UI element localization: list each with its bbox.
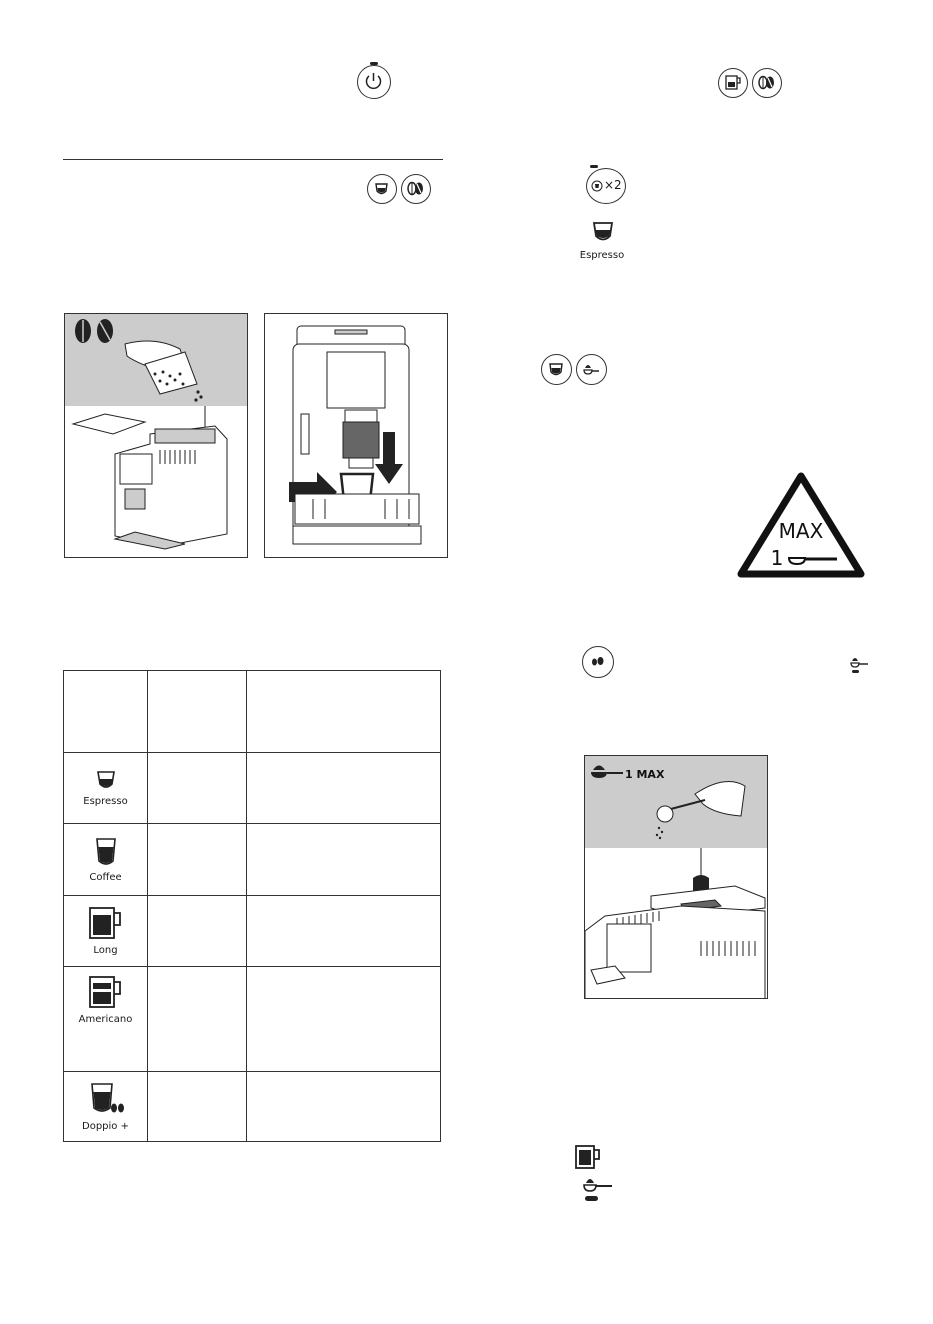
long-coffee-icon <box>574 1144 602 1170</box>
table-row <box>64 753 441 824</box>
beverage-name: Espresso <box>83 796 128 807</box>
beverage-name: Americano <box>78 1014 133 1025</box>
doppio-icon <box>86 1082 126 1116</box>
pre-ground-scoop-icon <box>849 654 871 674</box>
double-x2-button-icon <box>586 168 626 204</box>
x2-label: ×2 <box>604 178 622 192</box>
espresso-label: Espresso <box>579 250 625 261</box>
warning-one-text: 1 <box>770 546 784 570</box>
americano-icon <box>86 975 126 1009</box>
pre-ground-button-icon <box>576 354 607 385</box>
beverage-table <box>63 670 441 1142</box>
coffee-icon <box>93 837 119 867</box>
espresso-icon <box>93 769 119 791</box>
long-coffee-button-icon <box>718 68 748 98</box>
section-divider <box>63 159 443 160</box>
beverage-name: Coffee <box>89 871 122 883</box>
aroma-beans-button-icon <box>401 174 431 204</box>
beverage-name: Long <box>93 945 118 956</box>
table-row <box>64 824 441 896</box>
power-button-icon <box>357 65 391 99</box>
table-row <box>64 1072 441 1142</box>
table-row <box>64 896 441 967</box>
espresso-cup-icon <box>590 220 616 244</box>
beverage-name: Doppio + <box>82 1120 129 1132</box>
aroma-button-icon <box>582 646 614 678</box>
cup-placement-figure <box>264 313 448 558</box>
pre-ground-funnel-figure <box>584 755 768 999</box>
table-row <box>64 967 441 1072</box>
aroma-beans-button-icon-right <box>752 68 782 98</box>
scoop-max-label: 1 MAX <box>625 768 665 781</box>
table-header-row <box>64 671 441 753</box>
espresso-button-icon-2 <box>541 354 572 385</box>
long-icon <box>86 906 126 940</box>
espresso-button-icon <box>367 174 397 204</box>
bean-hopper-figure <box>64 313 248 558</box>
max-one-scoop-warning-icon <box>737 472 865 578</box>
warning-max-text: MAX <box>778 519 824 543</box>
pre-ground-scoop-icon-bottom <box>582 1172 616 1202</box>
